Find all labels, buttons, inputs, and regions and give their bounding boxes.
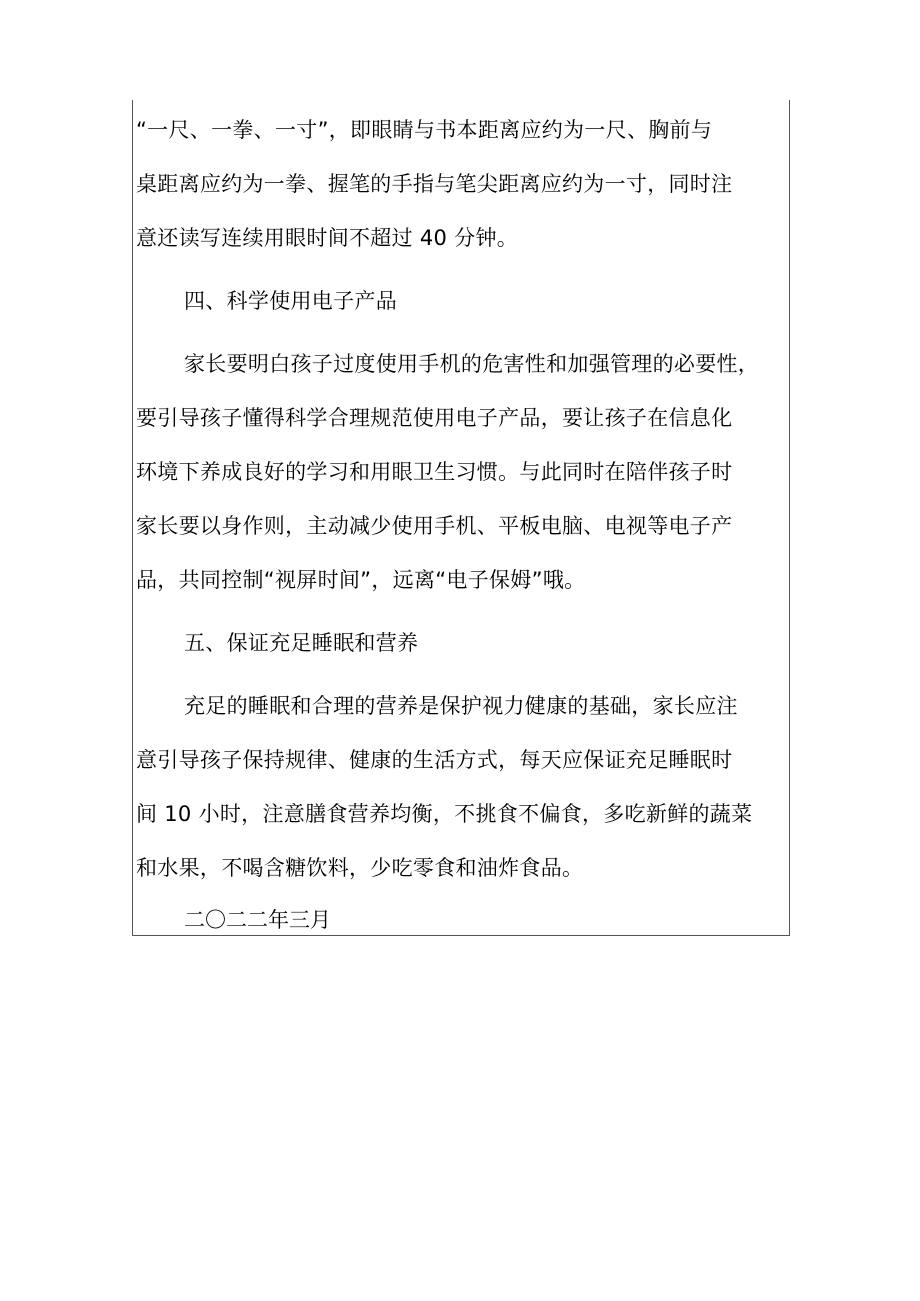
text-line: 桌距离应约为一拳、握笔的手指与笔尖距离应约为一寸，同时注 bbox=[136, 172, 733, 196]
text-line: 意还读写连续用眼时间不超过 40 分钟。 bbox=[136, 226, 519, 250]
text-line: 和水果，不喝含糖饮料，少吃零食和油炸食品。 bbox=[136, 856, 584, 880]
text-line: 家长要以身作则，主动减少使用手机、平板电脑、电视等电子产 bbox=[136, 514, 733, 538]
text-line: “一尺、一拳、一寸”，即眼睛与书本距离应约为一尺、胸前与 bbox=[136, 118, 713, 142]
text-line: 环境下养成良好的学习和用眼卫生习惯。与此同时在陪伴孩子时 bbox=[136, 460, 733, 484]
paragraph-electronic-products bbox=[136, 337, 792, 607]
text-line: 家长要明白孩子过度使用手机的危害性和加强管理的必要性， bbox=[184, 352, 760, 376]
text-line: 充足的睡眠和合理的营养是保护视力健康的基础，家长应注 bbox=[184, 694, 738, 718]
paragraph-eye-distance bbox=[136, 103, 792, 265]
section-heading-5: 五、保证充足睡眠和营养 bbox=[184, 631, 419, 655]
section-heading-4: 四、科学使用电子产品 bbox=[184, 289, 397, 313]
text-line: 要引导孩子懂得科学合理规范使用电子产品，要让孩子在信息化 bbox=[136, 406, 733, 430]
document-date: 二〇二二年三月 bbox=[184, 908, 331, 932]
paragraph-sleep-nutrition bbox=[136, 679, 792, 895]
document-body bbox=[136, 103, 792, 895]
text-line: 品，共同控制“视屏时间”，远离“电子保姆”哦。 bbox=[136, 568, 586, 592]
text-line: 意引导孩子保持规律、健康的生活方式，每天应保证充足睡眠时 bbox=[136, 748, 733, 772]
text-line: 间 10 小时，注意膳食营养均衡，不挑食不偏食，多吃新鲜的蔬菜 bbox=[136, 802, 753, 826]
